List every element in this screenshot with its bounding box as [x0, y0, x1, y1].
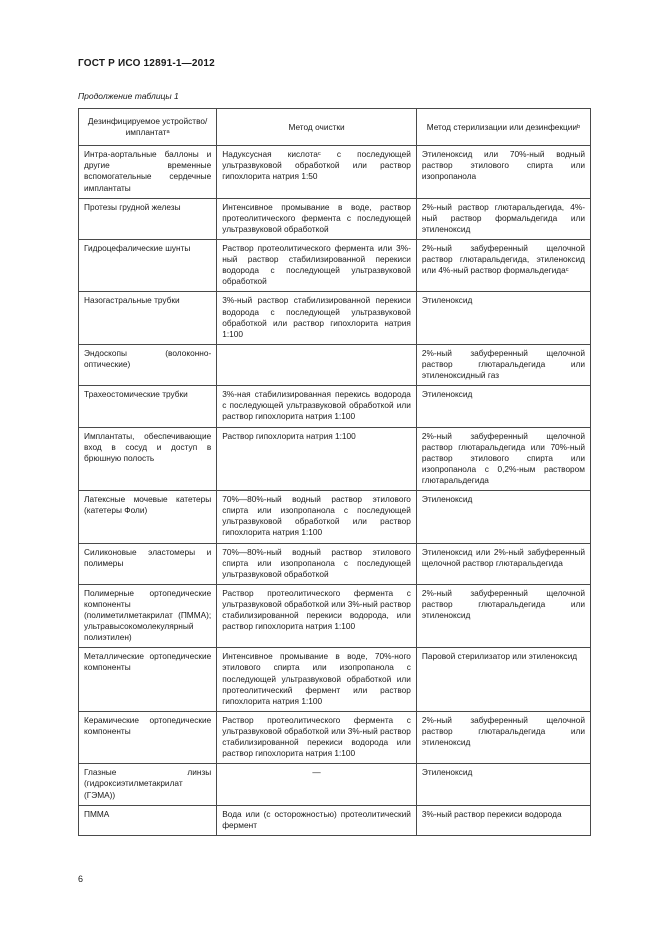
table-header [79, 109, 591, 146]
cleaning-cell: Раствор протеолитического фермента с ультразвуковой обработкой или 3%-ный раствор стабилизированной перекиси водорода или раствор гипохлорита натрия 1:100 [217, 711, 417, 763]
sterilization-cell: Этиленоксид [416, 292, 590, 344]
device-cell: Протезы грудной железы [79, 198, 217, 239]
cleaning-cell: Интенсивное промывание в воде, 70%-ного этилового спирта или изопропанола с последующей ультразвуковой обработкой или протеолитический фермент или раствор гипохлорита натрия 1:100 [217, 648, 417, 712]
table-row [79, 648, 591, 712]
sterilization-cell: Этиленоксид или 70%-ный водный раствор этилового спирта или изопропанола [416, 146, 590, 198]
device-cell: Эндоскопы (волоконно-оптические) [79, 344, 217, 385]
sterilization-cell: 2%-ный забуференный щелочной раствор глютаральдегида или этиленоксидный газ [416, 344, 590, 385]
cleaning-cell: Интенсивное промывание в воде, раствор протеолитического фермента с последующей ультразвуковой обработкой [217, 198, 417, 239]
column-header-sterilization: Метод стерилизации или дезинфекцииᵇ [416, 109, 590, 146]
table-body [79, 146, 591, 836]
sterilization-cell: Этиленоксид или 2%-ный забуференный щелочной раствор глютаральдегида [416, 543, 590, 584]
sterilization-cell: Этиленоксид [416, 386, 590, 427]
table-row [79, 427, 591, 491]
cleaning-cell: Раствор гипохлорита натрия 1:100 [217, 427, 417, 491]
sterilization-cell: 2%-ный раствор глютаральдегида, 4%-ный раствор формальдегида или этиленоксид [416, 198, 590, 239]
sterilization-cell: 2%-ный забуференный щелочной раствор глютаральдегида или 70%-ный раствор этилового спирта или изопропанола с 0,2%-ным раствором глютаральдегида [416, 427, 590, 491]
cleaning-cell: Раствор протеолитического фермента с ультразвуковой обработкой или 3%-ный раствор стабилизированной перекиси водорода, или раствор гипохлорита натрия 1:100 [217, 584, 417, 648]
device-cell: Интра-аортальные баллоны и другие временные вспомогательные сердечные имплантаты [79, 146, 217, 198]
sterilization-cell: Паровой стерилизатор или этиленоксид [416, 648, 590, 712]
sterilization-cell: 2%-ный забуференный щелочной раствор глютаральдегида или этиленоксид [416, 584, 590, 648]
table-row [79, 491, 591, 543]
device-cell: Полимерные ортопедические компоненты (полиметилметакрилат (ПММА); ультравысокомолекулярный полиэтилен) [79, 584, 217, 648]
cleaning-cell: Вода или (с осторожностью) протеолитический фермент [217, 805, 417, 835]
table-row [79, 805, 591, 835]
sterilization-cell: 2%-ный забуференный щелочной раствор глютаральдегида или этиленоксид [416, 711, 590, 763]
table-row [79, 146, 591, 198]
doc-title: ГОСТ Р ИСО 12891-1—2012 [78, 58, 215, 69]
table-row [79, 239, 591, 291]
table-row [79, 292, 591, 344]
device-cell: Назогастральные трубки [79, 292, 217, 344]
device-cell: Имплантаты, обеспечивающие вход в сосуд и доступ в брюшную полость [79, 427, 217, 491]
cleaning-cell [217, 344, 417, 385]
cleaning-cell: Надуксусная кислотаᶜ с последующей ультразвуковой обработкой или раствор гипохлорита натрия 1:50 [217, 146, 417, 198]
column-header-cleaning: Метод очистки [217, 109, 417, 146]
device-cell: Трахеостомические трубки [79, 386, 217, 427]
cleaning-cell: 3%-ный раствор стабилизированной перекиси водорода с последующей ультразвуковой обработкой или раствор гипохлорита натрия 1:100 [217, 292, 417, 344]
table-row [79, 543, 591, 584]
cleaning-cell: Раствор протеолитического фермента или 3%-ный раствор стабилизированной перекиси водорода с последующей ультразвуковой обработкой [217, 239, 417, 291]
table-row [79, 386, 591, 427]
cleaning-cell: 70%—80%-ный водный раствор этилового спирта или изопропанола с последующей ультразвуковой обработкой или раствор гипохлорита натрия 1:100 [217, 491, 417, 543]
table-header-row [79, 109, 591, 146]
device-cell: Гидроцефалические шунты [79, 239, 217, 291]
cleaning-cell: 3%-ная стабилизированная перекись водорода с последующей ультразвуковой обработкой или раствор гипохлорита натрия 1:100 [217, 386, 417, 427]
device-cell: ПММА [79, 805, 217, 835]
table-row [79, 198, 591, 239]
sterilization-cell: 2%-ный забуференный щелочной раствор глютаральдегида, этиленоксид или 4%-ный раствор формальдегидаᶜ [416, 239, 590, 291]
table-row [79, 344, 591, 385]
cleaning-cell: 70%—80%-ный водный раствор этилового спирта или изопропанола с последующей ультразвуковой обработкой [217, 543, 417, 584]
table-row [79, 764, 591, 805]
sterilization-cell: Этиленоксид [416, 764, 590, 805]
cleaning-cell: — [217, 764, 417, 805]
device-cell: Силиконовые эластомеры и полимеры [79, 543, 217, 584]
disinfection-table [78, 108, 591, 836]
device-cell: Керамические ортопедические компоненты [79, 711, 217, 763]
page-number: 6 [78, 874, 84, 884]
sterilization-cell: 3%-ный раствор перекиси водорода [416, 805, 590, 835]
device-cell: Металлические ортопедические компоненты [79, 648, 217, 712]
device-cell: Глазные линзы (гидроксиэтилметакрилат (ГЭМА)) [79, 764, 217, 805]
table-row [79, 584, 591, 648]
sterilization-cell: Этиленоксид [416, 491, 590, 543]
table-caption: Продолжение таблицы 1 [78, 91, 179, 101]
device-cell: Латексные мочевые катетеры (катетеры Фоли) [79, 491, 217, 543]
table-row [79, 711, 591, 763]
column-header-device: Дезинфицируемое устройство/имплантатᵃ [79, 109, 217, 146]
